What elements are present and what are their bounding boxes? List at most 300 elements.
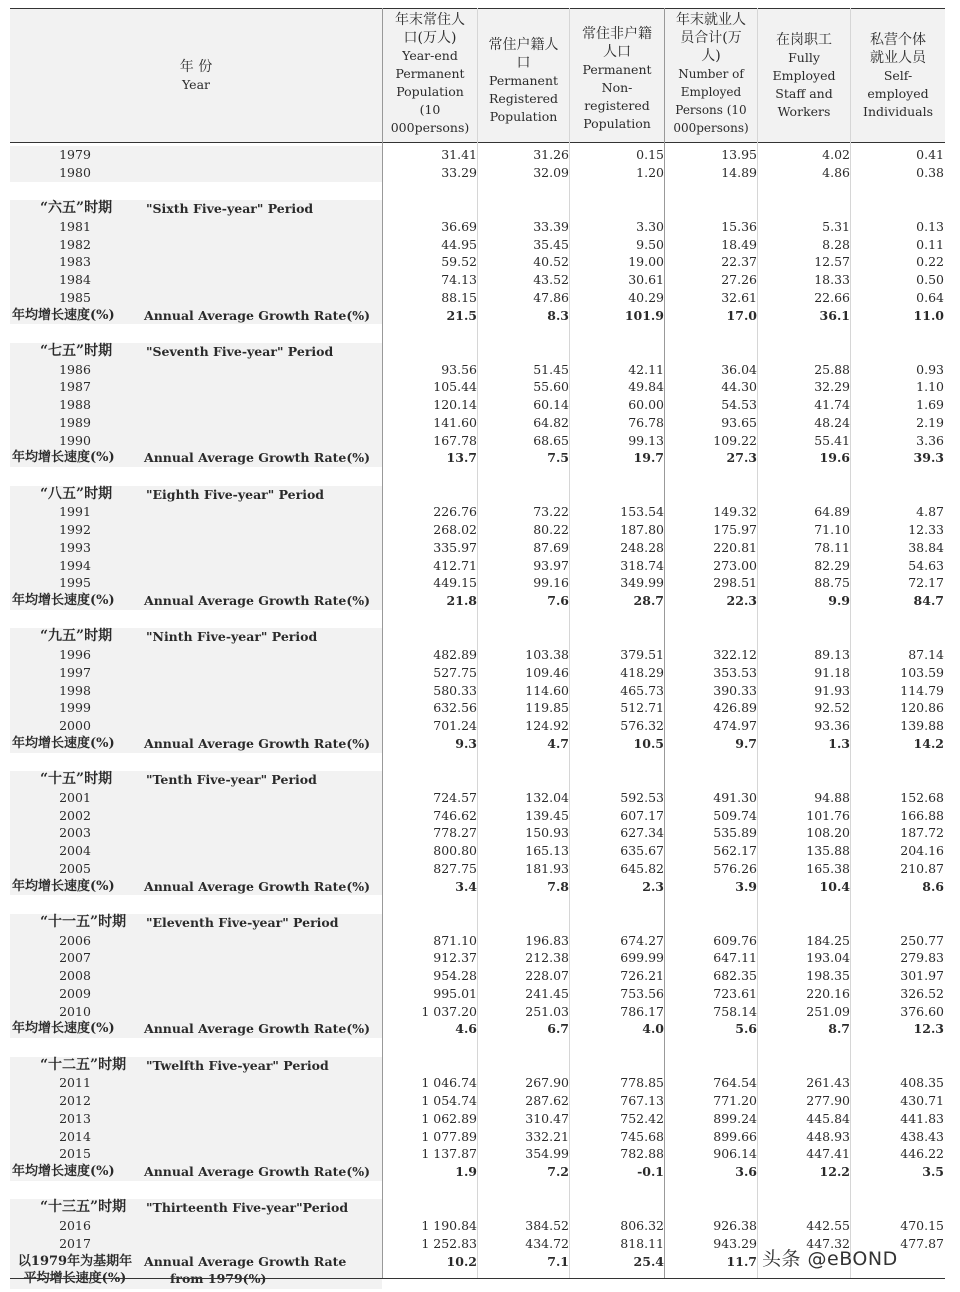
value-cell: 1 054.74 — [421, 1093, 477, 1108]
year-cell: 1986 — [59, 361, 91, 377]
value-cell: 376.60 — [900, 1003, 944, 1019]
growth-value: 11.0 — [913, 307, 944, 323]
value-cell: 0.15 — [636, 147, 664, 162]
table-row — [10, 807, 945, 825]
value-cell: 535.89 — [713, 825, 757, 841]
header-col-4-en: Number of Employed Persons (10 000persons) — [673, 67, 749, 135]
value-cell: 786.17 — [620, 1003, 664, 1019]
value-cell: 44.95 — [441, 236, 477, 252]
year-cell: 1981 — [59, 218, 91, 234]
value-cell: 674.27 — [620, 932, 664, 948]
value-cell: 745.68 — [620, 1128, 664, 1144]
growth-value: 9.7 — [735, 735, 757, 751]
year-cell: 1994 — [59, 557, 91, 573]
header-col-5-cn: 在岗职工 — [776, 31, 832, 48]
value-cell: 753.56 — [620, 985, 664, 1001]
growth-value: 8.3 — [547, 307, 569, 323]
table-row — [10, 932, 945, 950]
value-cell: 379.51 — [620, 647, 664, 662]
value-cell: 434.72 — [525, 1235, 569, 1251]
period-heading — [10, 1057, 945, 1075]
value-cell: 105.44 — [433, 379, 477, 395]
table-row — [10, 557, 945, 575]
value-cell: 758.14 — [713, 1003, 757, 1019]
table-row — [10, 396, 945, 414]
value-cell: 477.87 — [900, 1235, 944, 1251]
value-cell: 318.74 — [620, 557, 664, 573]
year-cell: 1987 — [59, 379, 91, 395]
growth-value: -0.1 — [637, 1164, 664, 1179]
value-cell: 447.32 — [806, 1235, 850, 1251]
year-cell: 1988 — [59, 397, 91, 412]
final-label-cn-1: 以1979年为基期年 — [17, 1253, 133, 1269]
value-cell: 723.61 — [713, 985, 757, 1001]
value-cell: 580.33 — [433, 682, 477, 698]
year-cell: 1979 — [59, 147, 91, 162]
header-year-en: Year — [182, 76, 210, 92]
growth-value: 27.3 — [726, 450, 757, 466]
value-cell: 33.39 — [533, 218, 569, 234]
value-cell: 0.11 — [916, 236, 944, 252]
growth-value: 17.0 — [726, 307, 757, 323]
period-heading — [10, 771, 945, 789]
value-cell: 412.71 — [433, 557, 477, 573]
value-cell: 3.30 — [636, 218, 664, 234]
value-cell: 103.59 — [900, 664, 944, 680]
value-cell: 354.99 — [525, 1146, 569, 1162]
value-cell: 32.09 — [533, 164, 569, 180]
growth-label-en: Annual Average Growth Rate(%) — [144, 1164, 371, 1179]
value-cell: 41.74 — [814, 397, 850, 412]
value-cell: 726.21 — [620, 968, 664, 983]
year-cell: 1991 — [59, 504, 91, 520]
value-cell: 139.45 — [525, 807, 569, 823]
value-cell: 647.11 — [713, 950, 757, 966]
header-year-cn: 年 份 — [179, 58, 213, 75]
value-cell: 438.43 — [900, 1128, 944, 1144]
value-cell: 88.15 — [441, 289, 477, 305]
value-cell: 1 190.84 — [421, 1218, 477, 1233]
year-cell: 1982 — [59, 236, 91, 252]
value-cell: 287.62 — [525, 1093, 569, 1108]
value-cell: 1 252.83 — [421, 1235, 477, 1251]
growth-label-cn: 年均增长速度(%) — [12, 878, 115, 894]
value-cell: 94.88 — [814, 789, 850, 805]
value-cell: 4.02 — [822, 147, 850, 162]
value-cell: 22.37 — [721, 254, 757, 270]
value-cell: 30.61 — [628, 272, 664, 287]
table-row — [10, 699, 945, 717]
value-cell: 746.62 — [433, 807, 477, 823]
year-cell: 2014 — [59, 1128, 91, 1144]
value-cell: 782.88 — [620, 1146, 664, 1162]
value-cell: 12.33 — [908, 522, 944, 537]
value-cell: 767.13 — [620, 1093, 664, 1108]
value-cell: 310.47 — [525, 1110, 569, 1126]
value-cell: 474.97 — [713, 718, 757, 733]
growth-label-cn: 年均增长速度(%) — [12, 593, 115, 608]
growth-label-en: Annual Average Growth Rate(%) — [144, 307, 371, 323]
value-cell: 609.76 — [713, 932, 757, 948]
year-cell: 2010 — [59, 1003, 91, 1019]
value-cell: 149.32 — [713, 504, 757, 520]
value-cell: 627.34 — [620, 825, 664, 841]
growth-label-en: Annual Average Growth Rate(%) — [144, 735, 371, 751]
table-row — [10, 1074, 945, 1092]
header-col-3 — [570, 9, 664, 142]
value-cell: 193.04 — [806, 950, 850, 966]
value-cell: 682.35 — [713, 968, 757, 983]
value-cell: 0.64 — [916, 289, 944, 305]
value-cell: 80.22 — [533, 522, 569, 537]
period-heading — [10, 628, 945, 646]
growth-value: 13.7 — [446, 450, 477, 466]
table-row — [10, 1145, 945, 1163]
period-name-en: "Seventh Five-year" Period — [146, 343, 334, 359]
value-cell: 167.78 — [433, 432, 477, 448]
table-row — [10, 1092, 945, 1110]
year-cell: 2000 — [59, 718, 91, 733]
growth-value: 39.3 — [913, 450, 944, 466]
value-cell: 442.55 — [806, 1218, 850, 1233]
growth-value: 12.3 — [913, 1021, 944, 1037]
growth-value: 9.9 — [828, 593, 850, 608]
value-cell: 150.93 — [525, 825, 569, 841]
value-cell: 241.45 — [525, 985, 569, 1001]
value-cell: 0.13 — [916, 218, 944, 234]
table-row — [10, 218, 945, 236]
value-cell: 40.52 — [533, 254, 569, 270]
period-heading — [10, 343, 945, 361]
table-row — [10, 146, 945, 164]
table-row — [10, 253, 945, 271]
value-cell: 279.83 — [900, 950, 944, 966]
value-cell: 212.38 — [525, 950, 569, 966]
year-cell: 1980 — [59, 164, 91, 180]
growth-value: 3.6 — [735, 1164, 757, 1179]
value-cell: 114.79 — [900, 682, 944, 698]
value-cell: 124.92 — [525, 718, 569, 733]
value-cell: 699.99 — [620, 950, 664, 966]
value-cell: 0.22 — [916, 254, 944, 270]
value-cell: 91.93 — [814, 682, 850, 698]
final-label-en-1: Annual Average Growth Rate — [144, 1253, 347, 1269]
value-cell: 54.63 — [908, 557, 944, 573]
table-row — [10, 1110, 945, 1128]
value-cell: 449.15 — [433, 575, 477, 591]
value-cell: 349.99 — [620, 575, 664, 591]
value-cell: 120.14 — [433, 397, 477, 412]
year-cell: 1998 — [59, 682, 91, 698]
value-cell: 322.12 — [713, 647, 757, 662]
table-bottom-rule — [10, 1278, 945, 1279]
growth-value: 36.1 — [819, 307, 850, 323]
value-cell: 445.84 — [806, 1110, 850, 1126]
table-row — [10, 503, 945, 521]
growth-row — [10, 1163, 945, 1181]
growth-value: 3.5 — [922, 1164, 944, 1179]
year-cell: 2013 — [59, 1110, 91, 1126]
value-cell: 47.86 — [533, 289, 569, 305]
value-cell: 527.75 — [433, 664, 477, 680]
value-cell: 152.68 — [900, 789, 944, 805]
growth-value: 7.5 — [547, 450, 569, 466]
value-cell: 43.52 — [533, 272, 569, 287]
value-cell: 778.27 — [433, 825, 477, 841]
value-cell: 1 062.89 — [421, 1110, 477, 1126]
value-cell: 87.69 — [533, 539, 569, 555]
value-cell: 441.83 — [900, 1110, 944, 1126]
value-cell: 332.21 — [525, 1128, 569, 1144]
value-cell: 13.95 — [721, 147, 757, 162]
growth-value: 2.3 — [642, 878, 664, 894]
growth-value: 6.7 — [547, 1021, 569, 1037]
final-value: 7.1 — [547, 1253, 569, 1269]
table-row — [10, 378, 945, 396]
growth-value: 8.7 — [828, 1021, 850, 1037]
value-cell: 752.42 — [620, 1110, 664, 1126]
value-cell: 899.66 — [713, 1128, 757, 1144]
period-name-cn: “十一五”时期 — [40, 913, 127, 930]
growth-label-cn: 年均增长速度(%) — [12, 307, 115, 323]
growth-value: 4.6 — [455, 1021, 477, 1037]
value-cell: 71.10 — [814, 522, 850, 537]
table-row — [10, 361, 945, 379]
value-cell: 68.65 — [533, 432, 569, 448]
value-cell: 64.89 — [814, 504, 850, 520]
value-cell: 4.86 — [822, 164, 850, 180]
growth-value: 8.6 — [922, 878, 944, 894]
value-cell: 49.84 — [628, 379, 664, 395]
year-cell: 2008 — [59, 968, 91, 983]
value-cell: 562.17 — [713, 843, 757, 858]
value-cell: 954.28 — [433, 968, 477, 983]
value-cell: 1 077.89 — [421, 1128, 477, 1144]
year-cell: 1999 — [59, 700, 91, 716]
value-cell: 899.24 — [713, 1110, 757, 1126]
value-cell: 1.20 — [636, 164, 664, 180]
value-cell: 446.22 — [900, 1146, 944, 1162]
value-cell: 55.60 — [533, 379, 569, 395]
value-cell: 1.10 — [916, 379, 944, 395]
growth-label-cn: 年均增长速度(%) — [12, 1164, 115, 1179]
value-cell: 109.22 — [713, 432, 757, 448]
value-cell: 27.26 — [721, 272, 757, 287]
growth-value: 5.6 — [735, 1021, 757, 1037]
value-cell: 906.14 — [713, 1146, 757, 1162]
growth-label-cn: 年均增长速度(%) — [12, 735, 115, 751]
value-cell: 31.26 — [533, 147, 569, 162]
year-cell: 1992 — [59, 522, 91, 537]
growth-row — [10, 592, 945, 610]
value-cell: 59.52 — [441, 254, 477, 270]
header-col-5 — [758, 9, 850, 142]
header-year — [10, 9, 382, 142]
period-name-en: "Eighth Five-year" Period — [146, 486, 325, 502]
value-cell: 103.38 — [525, 647, 569, 662]
value-cell: 576.32 — [620, 718, 664, 733]
value-cell: 31.41 — [441, 147, 477, 162]
period-name-en: "Ninth Five-year" Period — [146, 629, 318, 645]
value-cell: 426.89 — [713, 700, 757, 716]
value-cell: 335.97 — [433, 539, 477, 555]
value-cell: 926.38 — [713, 1218, 757, 1233]
value-cell: 64.82 — [533, 414, 569, 430]
value-cell: 912.37 — [433, 950, 477, 966]
table-row — [10, 842, 945, 860]
value-cell: 491.30 — [713, 789, 757, 805]
value-cell: 632.56 — [433, 700, 477, 716]
final-value: 11.7 — [726, 1253, 757, 1269]
value-cell: 72.17 — [908, 575, 944, 591]
value-cell: 818.11 — [620, 1235, 664, 1251]
value-cell: 78.11 — [814, 539, 850, 555]
value-cell: 268.02 — [433, 522, 477, 537]
header-col-4 — [665, 9, 757, 142]
value-cell: 0.38 — [916, 164, 944, 180]
growth-value: 21.5 — [446, 307, 477, 323]
value-cell: 166.88 — [900, 807, 944, 823]
header-col-6-cn: 私营个体就业人员 — [870, 31, 926, 66]
table-row — [10, 860, 945, 878]
final-value: 10.2 — [446, 1253, 477, 1269]
value-cell: 250.77 — [900, 932, 944, 948]
value-cell: 353.53 — [713, 664, 757, 680]
period-name-cn: “十五”时期 — [40, 771, 113, 787]
value-cell: 465.73 — [620, 682, 664, 698]
value-cell: 32.29 — [814, 379, 850, 395]
value-cell: 827.75 — [433, 860, 477, 876]
table-row — [10, 1128, 945, 1146]
year-cell: 2011 — [59, 1075, 91, 1091]
growth-value: 4.0 — [642, 1021, 664, 1037]
value-cell: 51.45 — [533, 361, 569, 377]
header-col-6 — [851, 9, 945, 142]
growth-value: 3.4 — [455, 878, 477, 894]
growth-value: 10.5 — [633, 735, 664, 751]
value-cell: 93.97 — [533, 557, 569, 573]
growth-label-en: Annual Average Growth Rate(%) — [144, 450, 371, 466]
growth-value: 3.9 — [735, 878, 757, 894]
year-cell: 2001 — [59, 789, 91, 805]
final-label-en-2: from 1979(%) — [170, 1270, 267, 1286]
value-cell: 42.11 — [628, 361, 664, 377]
value-cell: 3.36 — [916, 432, 944, 448]
growth-label-cn: 年均增长速度(%) — [12, 1021, 115, 1037]
table-row — [10, 236, 945, 254]
year-cell: 2016 — [59, 1218, 91, 1233]
year-cell: 1990 — [59, 432, 91, 448]
table-row — [10, 985, 945, 1003]
year-cell: 2007 — [59, 950, 91, 966]
growth-value: 19.7 — [633, 450, 664, 466]
value-cell: 114.60 — [525, 682, 569, 698]
value-cell: 15.36 — [721, 218, 757, 234]
year-cell: 2012 — [59, 1093, 91, 1108]
value-cell: 0.93 — [916, 361, 944, 377]
header-col-2 — [478, 9, 569, 142]
year-cell: 1995 — [59, 575, 91, 591]
table-row — [10, 1003, 945, 1021]
value-cell: 210.87 — [900, 860, 944, 876]
growth-value: 22.3 — [726, 593, 757, 608]
growth-value: 12.2 — [819, 1164, 850, 1179]
value-cell: 93.65 — [721, 414, 757, 430]
growth-value: 4.7 — [547, 735, 569, 751]
value-cell: 88.75 — [814, 575, 850, 591]
value-cell: 9.50 — [636, 236, 664, 252]
growth-row — [10, 307, 945, 325]
value-cell: 109.46 — [525, 664, 569, 680]
growth-value: 101.9 — [624, 307, 664, 323]
growth-value: 7.6 — [547, 593, 569, 608]
value-cell: 8.28 — [822, 236, 850, 252]
value-cell: 1 037.20 — [421, 1003, 477, 1019]
growth-label-en: Annual Average Growth Rate(%) — [144, 878, 371, 894]
value-cell: 55.41 — [814, 432, 850, 448]
value-cell: 187.80 — [620, 522, 664, 537]
value-cell: 48.24 — [814, 414, 850, 430]
value-cell: 778.85 — [620, 1075, 664, 1091]
value-cell: 153.54 — [620, 504, 664, 520]
value-cell: 228.07 — [525, 968, 569, 983]
value-cell: 408.35 — [900, 1075, 944, 1091]
year-cell: 2009 — [59, 985, 91, 1001]
value-cell: 2.19 — [916, 414, 944, 430]
period-name-cn: “七五”时期 — [40, 342, 113, 359]
value-cell: 12.57 — [814, 254, 850, 270]
value-cell: 1.69 — [916, 397, 944, 412]
growth-value: 10.4 — [819, 878, 850, 894]
period-name-en: "Twelfth Five-year" Period — [146, 1057, 329, 1073]
value-cell: 390.33 — [713, 682, 757, 698]
value-cell: 301.97 — [900, 968, 944, 983]
value-cell: 645.82 — [620, 860, 664, 876]
period-heading — [10, 200, 945, 218]
year-cell: 2005 — [59, 860, 91, 876]
value-cell: 0.50 — [916, 272, 944, 287]
period-name-cn: “十二五”时期 — [40, 1056, 127, 1073]
value-cell: 448.93 — [806, 1128, 850, 1144]
value-cell: 93.56 — [441, 361, 477, 377]
value-cell: 40.29 — [628, 289, 664, 305]
growth-label-en: Annual Average Growth Rate(%) — [144, 593, 371, 608]
growth-value: 21.8 — [446, 593, 477, 608]
growth-value: 7.2 — [547, 1164, 569, 1179]
table-row — [10, 717, 945, 735]
value-cell: 943.29 — [713, 1235, 757, 1251]
value-cell: 35.45 — [533, 236, 569, 252]
value-cell: 1 046.74 — [421, 1075, 477, 1091]
value-cell: 38.84 — [908, 539, 944, 555]
growth-value: 9.3 — [455, 735, 477, 751]
year-cell: 1997 — [59, 664, 91, 680]
value-cell: 99.13 — [628, 432, 664, 448]
value-cell: 25.88 — [814, 361, 850, 377]
value-cell: 470.15 — [900, 1218, 944, 1233]
value-cell: 175.97 — [713, 522, 757, 537]
value-cell: 135.88 — [806, 843, 850, 858]
table-row — [10, 574, 945, 592]
value-cell: 60.14 — [533, 397, 569, 412]
value-cell: 226.76 — [433, 504, 477, 520]
table-row — [10, 521, 945, 539]
value-cell: 267.90 — [525, 1075, 569, 1091]
value-cell: 261.43 — [806, 1075, 850, 1091]
year-cell: 2003 — [59, 825, 91, 841]
value-cell: 92.52 — [814, 700, 850, 716]
header-col-2-en: Permanent Registered Population — [488, 72, 559, 124]
